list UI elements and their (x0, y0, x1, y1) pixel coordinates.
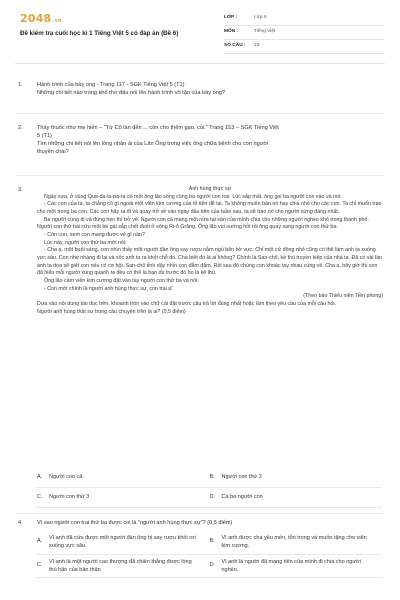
story-paragraph: Lúc này, người con thứ ba mới nói: (44, 239, 127, 246)
question-prompt: Người anh hùng thật sự trong câu chuyện trên là ai? (0,5 điểm) (37, 308, 186, 315)
option-letter: B. (209, 538, 215, 545)
option-text: Cả ba người con (221, 493, 263, 500)
meta-row-subject (224, 26, 384, 40)
story-paragraph: Ông lão cầm viên kim cương đặt vào tay người con thứ ba và nói: (44, 278, 199, 285)
option-text: Vì anh là một người cao thượng đã chiến thắng được lòng thù hận của bản thân (49, 558, 192, 573)
logo-main-text: 2048 (20, 12, 52, 25)
meta-key: SỐ CÂU : (224, 43, 246, 49)
question-line: Thầy thuốc như mẹ hiền – "Từ Cô lần đến ... còn cho thêm gạo, củi." Trang 153 – SGK Tiếng Việt (37, 125, 279, 131)
option-text: Người con thứ 3 (49, 493, 90, 500)
exam-meta-table (224, 12, 384, 54)
question-separator (15, 513, 385, 514)
story-paragraph: Ba người cùng đi và đúng hẹn thì trở về. Người con cả mang một nửa tài sản của mình chia cho những người nghèo khổ trong thành phố. Người con thứ hai cứu một bé gái sắp chết đuối ở sông Ri-ô Grăng. Ông lão vui sướng hỏi rồi ông quay sang người con thứ ba: (37, 216, 369, 231)
question-separator (15, 175, 385, 176)
header-divider (15, 63, 385, 64)
story-paragraph: - Các con của ta, ta chẳng có gì ngoài một viên kim cương của tổ tiên để lại. Ta không muốn bán nó hay chia nhỏ cho các con. Ta chỉ muốn trao cho một trong ba con. Các con hãy ra đi và quay trở về vào ngày đầu tiên của tuần sau, ta sẽ trao nó cho người xứng đáng nhất. (37, 201, 382, 216)
answer-options (37, 468, 382, 508)
reading-passage (37, 186, 383, 316)
story-paragraph: - Còn con, xem con mang được về gì nào? (44, 232, 145, 239)
meta-key: LỚP : (224, 15, 238, 21)
option-text: Vì anh được cha yêu mến, tôn trọng và muốn tặng cho viên kim cương. (221, 535, 367, 550)
question-number: 2. (18, 125, 23, 131)
question-line: thuyền chài? (37, 149, 69, 156)
option-letter: C. (37, 561, 43, 568)
answer-option-c[interactable] (37, 488, 210, 508)
logo-suffix-text: .vn (52, 18, 62, 24)
option-letter: B. (209, 473, 215, 480)
meta-row-class (224, 12, 384, 26)
story-title: Anh hùng thực sự (188, 186, 232, 192)
question-line: Những chi tiết nào trong khổ thơ đầu nói lên hành trình vô tận của bầy ong? (37, 90, 226, 97)
site-logo[interactable] (20, 11, 62, 27)
question-number: 4. (18, 520, 23, 526)
story-paragraph: Ngày xưa, ở vùng Qua-đa-la-pa-ra có một ông lão sống cùng ba người con trai. Lúc sắp mất, ông gọi ba người con vào và nói: (44, 193, 342, 200)
question-number: 3. (18, 187, 23, 193)
story-paragraph: - Con mới chính là người anh hùng thực sự, con trai ạ! (44, 285, 173, 292)
answer-option-b[interactable] (210, 531, 383, 555)
answer-option-b[interactable] (210, 468, 383, 488)
option-letter: D. (209, 561, 215, 568)
meta-row-count (224, 40, 384, 54)
story-paragraph: - Cha ạ, một buổi sáng, con nhìn thấy một người đàn ông say rượu nằm ngủ bên bờ vực. Chỉ một cử động nhỏ cũng có thể làm anh ta xuống vực sâu. Con nhẹ nhàng đi lại và xốc anh ta ra khỏi chỗ đó. Cha biết đó là ai không? Chính là San-chô, kẻ thù truyền kiếp của nhà ta. Đã có vài lần anh ta dọa sẽ giết con nếu có cơ hội. San-chô tỉnh dậy nhìn con đắm đắm. Rồi sau đó chúng con khoác tay nhau cùng về. Cha ạ, bây giờ thì con đã hiểu mỗi người xung quanh ta đều có thể là bạn dù trước đó họ là kẻ thù. (37, 247, 383, 277)
question-text (37, 124, 382, 156)
question-number: 1. (18, 82, 23, 88)
answer-options (37, 531, 382, 578)
answer-option-c[interactable] (37, 555, 210, 579)
answer-option-a[interactable] (37, 531, 210, 555)
option-text: Vì anh là người đã mang tiền của mình đi chia cho người nghèo. (221, 558, 361, 573)
question-prompt: Vì sao người con trai thứ ba được coi là "người anh hùng thực sự"? (0,5 điểm) (37, 520, 233, 526)
option-text: Vì anh đã cứu được một người đàn ông bị say rượu khỏi rơi xuống vực sâu. (49, 535, 196, 550)
meta-value: Tiếng Việt (254, 29, 276, 35)
answer-option-a[interactable] (37, 468, 210, 488)
option-letter: D. (209, 493, 215, 500)
option-text: Người con thứ 2 (221, 473, 262, 480)
option-letter: A. (37, 538, 43, 545)
answer-option-d[interactable] (210, 488, 383, 508)
question-line: Tìm những chi tiết nói lên lòng nhân ái của Lãn Ông trong việc ông chữa bệnh cho con người (37, 141, 269, 148)
meta-value: 13 (254, 43, 260, 49)
instruction-text: Dựa vào nội dung bài đọc trên, khoanh tròn vào chữ cái đặt trước câu trả lời đúng nhất hoặc làm theo yêu cầu của mỗi câu hỏi. (37, 301, 337, 308)
question-text (37, 81, 382, 97)
option-text: Người con cả. (49, 473, 84, 480)
page-header (0, 0, 400, 62)
story-source: (Theo báo Thiếu niên Tiền phong) (303, 293, 383, 300)
question-line: 5 (T1) (37, 133, 52, 140)
meta-key: MÔN : (224, 29, 239, 35)
question-line: Hành trình của bầy ong - Trang 117 - SGK Tiếng Việt 5 (T1) (37, 82, 185, 88)
option-letter: C. (37, 493, 43, 500)
document-title: Đề kiểm tra cuối học kì 1 Tiếng Việt 5 có đáp án (Đề 6) (20, 30, 179, 37)
option-letter: A. (37, 473, 43, 480)
answer-option-d[interactable] (210, 555, 383, 579)
meta-value: Lớp 5 (254, 15, 267, 21)
question-separator (15, 113, 385, 114)
